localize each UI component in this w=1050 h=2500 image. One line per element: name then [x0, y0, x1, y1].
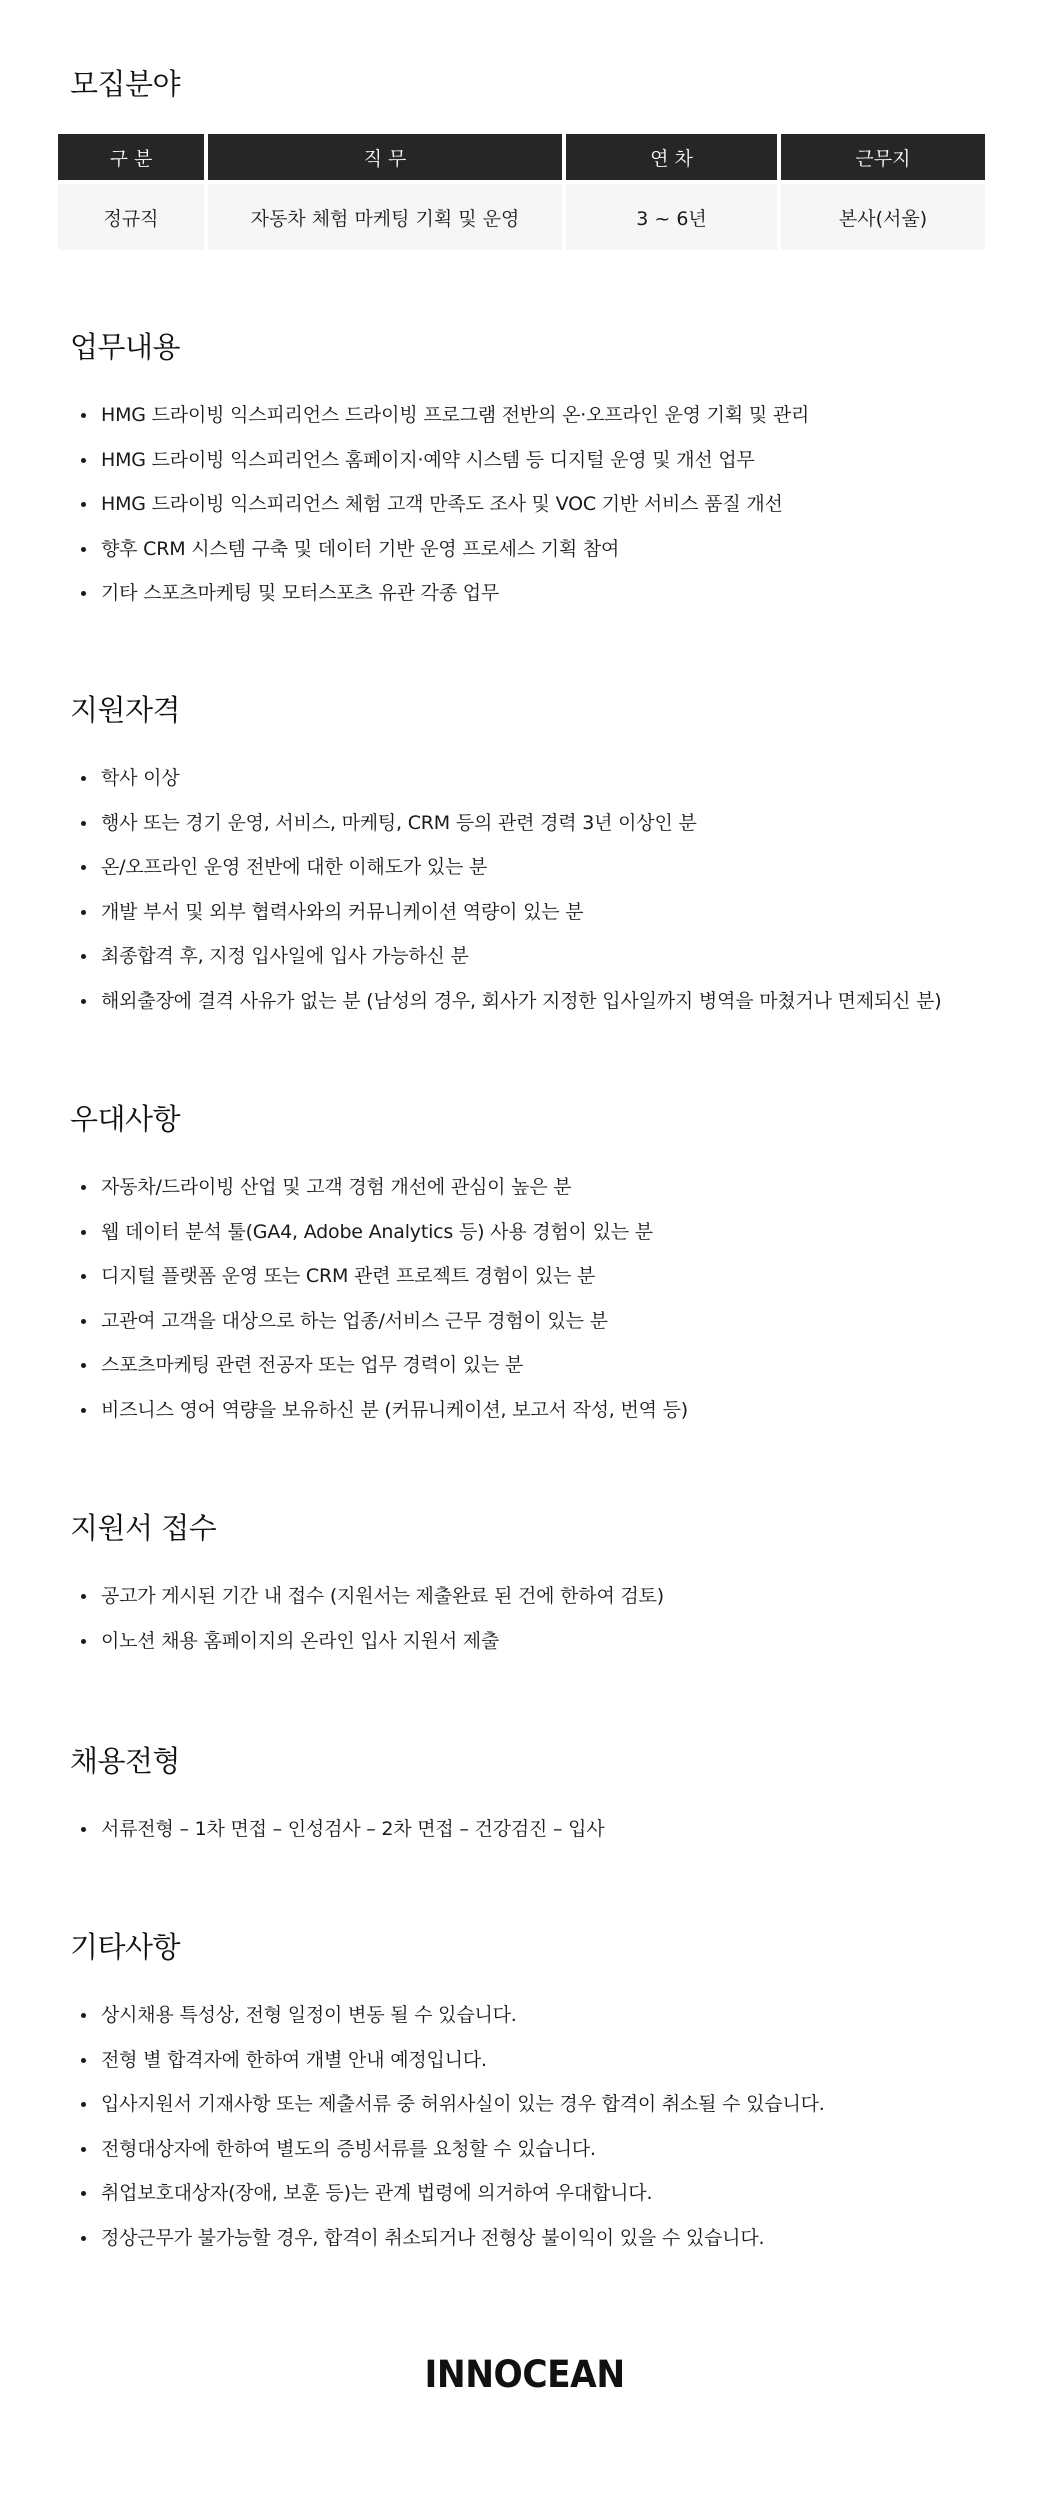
logo-wordmark: INNOCEAN [424, 2353, 626, 2396]
list-item: 비즈니스 영어 역량을 보유하신 분 (커뮤니케이션, 보고서 작성, 번역 등) [77, 1398, 688, 1443]
list-item: HMG 드라이빙 익스피리언스 체험 고객 만족도 조사 및 VOC 기반 서비스 품질 개선 [77, 492, 809, 537]
list-item: 공고가 게시된 기간 내 접수 (지원서는 제출완료 된 건에 한하여 검토) [77, 1584, 664, 1629]
header-experience: 연 차 [566, 134, 777, 180]
cell-category: 정규직 [58, 180, 204, 250]
list-item: 학사 이상 [77, 766, 942, 811]
list-item: 스포츠마케팅 관련 전공자 또는 업무 경력이 있는 분 [77, 1353, 688, 1398]
recruit-table [54, 134, 989, 250]
list-item: 상시채용 특성상, 전형 일정이 변동 될 수 있습니다. [77, 2003, 825, 2048]
cell-location: 본사(서울) [781, 180, 985, 250]
preferences-list [77, 1175, 688, 1442]
list-item: 고관여 고객을 대상으로 하는 업종/서비스 근무 경험이 있는 분 [77, 1309, 688, 1354]
header-location: 근무지 [781, 134, 985, 180]
etc-list [77, 2003, 825, 2270]
application-section-title: 지원서 접수 [70, 1511, 217, 1545]
list-item: 취업보호대상자(장애, 보훈 등)는 관계 법령에 의거하여 우대합니다. [77, 2181, 825, 2226]
process-section-title: 채용전형 [70, 1744, 181, 1778]
list-item: 해외출장에 결격 사유가 없는 분 (남성의 경우, 회사가 지정한 입사일까지 병역을 마쳤거나 면제되신 분) [77, 989, 942, 1034]
application-list [77, 1584, 664, 1673]
list-item: 최종합격 후, 지정 입사일에 입사 가능하신 분 [77, 944, 942, 989]
list-item: 전형대상자에 한하여 별도의 증빙서류를 요청할 수 있습니다. [77, 2137, 825, 2182]
list-item: 기타 스포츠마케팅 및 모터스포츠 유관 각종 업무 [77, 581, 809, 626]
cell-experience: 3 ~ 6년 [566, 180, 777, 250]
duties-section-title: 업무내용 [70, 330, 181, 364]
list-item: 입사지원서 기재사항 또는 제출서류 중 허위사실이 있는 경우 합격이 취소될 수 있습니다. [77, 2092, 825, 2137]
list-item: 개발 부서 및 외부 협력사와의 커뮤니케이션 역량이 있는 분 [77, 900, 942, 945]
header-category: 구 분 [58, 134, 204, 180]
list-item: 웹 데이터 분석 툴(GA4, Adobe Analytics 등) 사용 경험이 있는 분 [77, 1220, 688, 1265]
list-item: 서류전형 – 1차 면접 – 인성검사 – 2차 면접 – 건강검진 – 입사 [77, 1817, 604, 1862]
list-item: HMG 드라이빙 익스피리언스 홈페이지·예약 시스템 등 디지털 운영 및 개선 업무 [77, 448, 809, 493]
recruit-section-title: 모집분야 [70, 67, 181, 101]
duties-list [77, 403, 809, 626]
list-item: 향후 CRM 시스템 구축 및 데이터 기반 운영 프로세스 기획 참여 [77, 537, 809, 582]
list-item: 정상근무가 불가능할 경우, 합격이 취소되거나 전형상 불이익이 있을 수 있습니다. [77, 2226, 825, 2271]
qualifications-section-title: 지원자격 [70, 693, 181, 727]
header-job: 직 무 [208, 134, 562, 180]
list-item: 온/오프라인 운영 전반에 대한 이해도가 있는 분 [77, 855, 942, 900]
list-item: HMG 드라이빙 익스피리언스 드라이빙 프로그램 전반의 온·오프라인 운영 기획 및 관리 [77, 403, 809, 448]
preferences-section-title: 우대사항 [70, 1102, 181, 1136]
list-item: 행사 또는 경기 운영, 서비스, 마케팅, CRM 등의 관련 경력 3년 이상인 분 [77, 811, 942, 856]
etc-section-title: 기타사항 [70, 1930, 181, 1964]
qualifications-list [77, 766, 942, 1033]
list-item: 이노션 채용 홈페이지의 온라인 입사 지원서 제출 [77, 1629, 664, 1674]
list-item: 자동차/드라이빙 산업 및 고객 경험 개선에 관심이 높은 분 [77, 1175, 688, 1220]
innocean-logo [0, 2353, 1050, 2396]
recruit-table-header-row [58, 134, 985, 180]
list-item: 전형 별 합격자에 한하여 개별 안내 예정입니다. [77, 2048, 825, 2093]
cell-job: 자동차 체험 마케팅 기획 및 운영 [208, 180, 562, 250]
list-item: 디지털 플랫폼 운영 또는 CRM 관련 프로젝트 경험이 있는 분 [77, 1264, 688, 1309]
table-row [58, 180, 985, 250]
process-list [77, 1817, 604, 1862]
